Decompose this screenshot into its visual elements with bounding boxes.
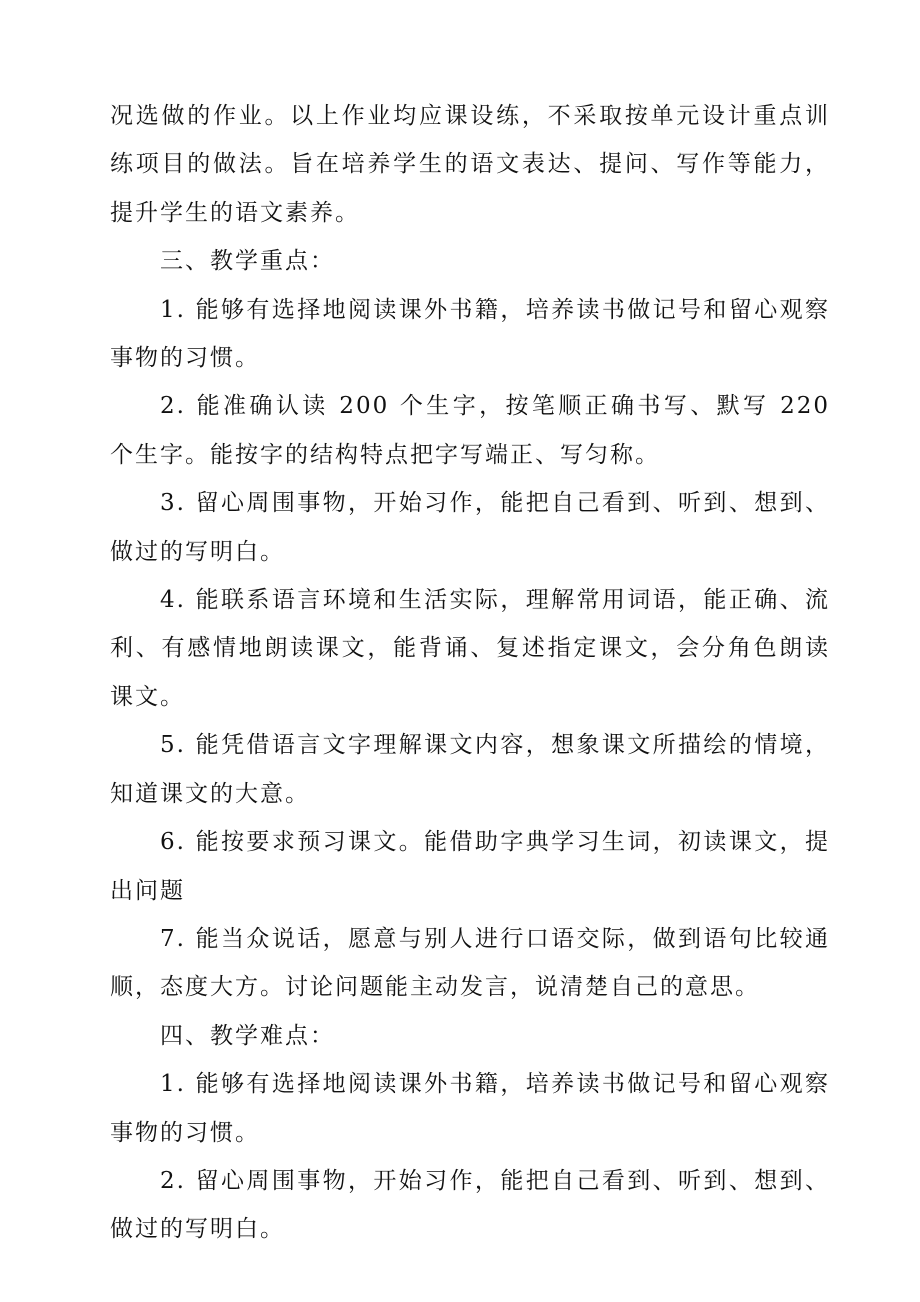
document-body — [110, 92, 830, 1254]
focus-item-2: 2. 能准确认读 200 个生字，按笔顺正确书写、默写 220 个生字。能按字的结构特点把字写端正、写匀称。 — [110, 393, 830, 468]
difficulty-item-2: 2. 留心周围事物，开始习作，能把自己看到、听到、想到、做过的写明白。 — [110, 1167, 830, 1243]
focus-item-4: 4. 能联系语言环境和生活实际，理解常用词语，能正确、流利、有感情地朗读课文，能背诵、复述指定课文，会分角色朗读课文。 — [110, 587, 830, 710]
difficulty-item-1: 1. 能够有选择地阅读课外书籍，培养读书做记号和留心观察事物的习惯。 — [110, 1071, 830, 1146]
focus-item-5: 5. 能凭借语言文字理解课文内容，想象课文所描绘的情境，知道课文的大意。 — [110, 732, 830, 807]
paragraph-continuation: 况选做的作业。以上作业均应课设练，不采取按单元设计重点训练项目的做法。旨在培养学生的语文表达、提问、写作等能力，提升学生的语文素养。 — [110, 103, 830, 226]
focus-item-7: 7. 能当众说话，愿意与别人进行口语交际，做到语句比较通顺，态度大方。讨论问题能主动发言，说清楚自己的意思。 — [110, 925, 830, 1001]
focus-item-1: 1. 能够有选择地阅读课外书籍，培养读书做记号和留心观察事物的习惯。 — [110, 296, 830, 372]
section-heading-teaching-focus: 三、教学重点： — [160, 248, 335, 275]
focus-item-3: 3. 留心周围事物，开始习作，能把自己看到、听到、想到、做过的写明白。 — [110, 490, 830, 565]
section-heading-teaching-difficulties: 四、教学难点： — [160, 1022, 335, 1049]
focus-item-6: 6. 能按要求预习课文。能借助字典学习生词，初读课文，提出问题 — [110, 829, 830, 904]
